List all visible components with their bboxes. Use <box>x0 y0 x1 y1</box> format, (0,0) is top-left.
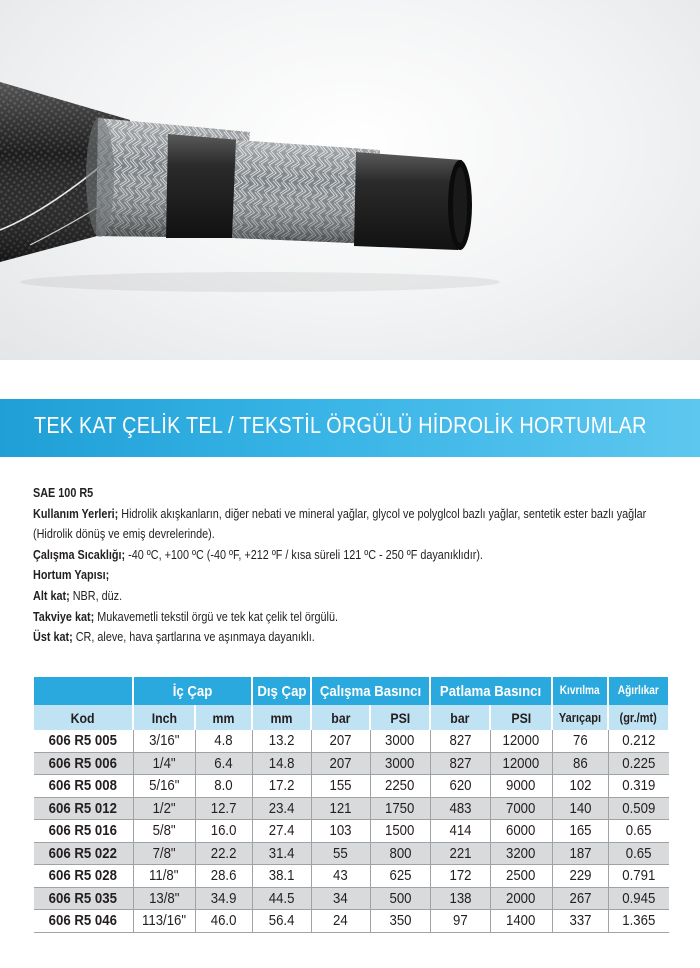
table-row <box>34 820 669 843</box>
hose-illustration <box>0 0 700 360</box>
cell-bend-radius: 337 <box>552 910 608 933</box>
cell-inner-mm: 8.0 <box>195 775 252 798</box>
header-mm-inner: mm <box>195 705 252 730</box>
cell-burst-psi: 6000 <box>490 820 552 843</box>
cell-inner-mm: 12.7 <box>195 797 252 820</box>
cell-inner-mm: 16.0 <box>195 820 252 843</box>
cell-outer-mm: 31.4 <box>252 842 311 865</box>
cell-outer-mm: 44.5 <box>252 887 311 910</box>
cell-inner-mm: 4.8 <box>195 730 252 752</box>
temperature-line <box>33 545 583 566</box>
cell-code: 606 R5 046 <box>34 910 133 933</box>
temperature-label: Çalışma Sıcaklığı; <box>33 547 126 562</box>
table-row <box>34 797 669 820</box>
cell-burst-bar: 97 <box>430 910 490 933</box>
cell-inch: 5/16" <box>133 775 195 798</box>
cell-working-bar: 43 <box>311 865 370 888</box>
reinforcement-text: Mukavemetli tekstil örgü ve tek kat çelik tel örgülü. <box>94 609 339 624</box>
cell-inner-mm: 6.4 <box>195 752 252 775</box>
inner-layer-text: NBR, düz. <box>69 588 123 603</box>
inner-layer-line <box>33 586 583 607</box>
cell-weight: 0.791 <box>608 865 669 888</box>
table-body <box>34 730 669 932</box>
cell-inch: 1/2" <box>133 797 195 820</box>
cell-working-psi: 3000 <box>370 730 430 752</box>
cell-code: 606 R5 005 <box>34 730 133 752</box>
cell-weight: 0.319 <box>608 775 669 798</box>
cell-burst-psi: 1400 <box>490 910 552 933</box>
cell-outer-mm: 38.1 <box>252 865 311 888</box>
cell-weight: 0.212 <box>608 730 669 752</box>
cell-code: 606 R5 016 <box>34 820 133 843</box>
cell-burst-bar: 221 <box>430 842 490 865</box>
cell-burst-psi: 3200 <box>490 842 552 865</box>
table-sub-header <box>34 705 669 730</box>
table-row <box>34 887 669 910</box>
cell-working-psi: 500 <box>370 887 430 910</box>
header-grmt: (gr./mt) <box>608 705 669 730</box>
cell-burst-bar: 414 <box>430 820 490 843</box>
cell-bend-radius: 187 <box>552 842 608 865</box>
table-row <box>34 865 669 888</box>
cell-weight: 1.365 <box>608 910 669 933</box>
reinforcement-line <box>33 607 583 628</box>
standard-label: SAE 100 R5 <box>33 486 94 500</box>
header-inch: Inch <box>133 705 195 730</box>
header-radius: Yarıçapı <box>552 705 608 730</box>
cell-inch: 3/16" <box>133 730 195 752</box>
header-empty <box>34 677 133 705</box>
cell-bend-radius: 86 <box>552 752 608 775</box>
cell-inner-mm: 34.9 <box>195 887 252 910</box>
cell-burst-bar: 172 <box>430 865 490 888</box>
cell-working-bar: 155 <box>311 775 370 798</box>
usage-text: Hidrolik akışkanların, diğer nebati ve mineral yağlar, glycol ve polyglcol bazlı yağlar, sentetik ester bazlı yağlar (Hidrolik dönüş ve emiş devrelerinde). <box>33 506 647 542</box>
cover-layer-text: CR, aleve, hava şartlarına ve aşınmaya dayanıklı. <box>72 630 315 645</box>
table-row <box>34 730 669 752</box>
header-inner-diameter: İç Çap <box>133 677 252 705</box>
reinforcement-label: Takviye kat; <box>33 609 95 624</box>
cell-burst-psi: 2000 <box>490 887 552 910</box>
cell-inner-mm: 46.0 <box>195 910 252 933</box>
header-code: Kod <box>34 705 133 730</box>
header-outer-diameter: Dış Çap <box>252 677 311 705</box>
header-psi-burst: PSI <box>490 705 552 730</box>
header-bar-burst: bar <box>430 705 490 730</box>
cell-code: 606 R5 008 <box>34 775 133 798</box>
page-title: TEK KAT ÇELİK TEL / TEKSTİL ÖRGÜLÜ HİDROLİK HORTUMLAR <box>34 412 647 438</box>
cell-inch: 113/16" <box>133 910 195 933</box>
cell-working-psi: 1500 <box>370 820 430 843</box>
cell-weight: 0.225 <box>608 752 669 775</box>
cell-working-bar: 24 <box>311 910 370 933</box>
cover-layer-label: Üst kat; <box>33 630 73 645</box>
cell-working-bar: 207 <box>311 730 370 752</box>
cell-burst-bar: 483 <box>430 797 490 820</box>
cell-inch: 5/8" <box>133 820 195 843</box>
cell-inch: 13/8" <box>133 887 195 910</box>
cell-bend-radius: 165 <box>552 820 608 843</box>
header-working-pressure: Çalışma Basıncı <box>311 677 430 705</box>
cell-bend-radius: 267 <box>552 887 608 910</box>
header-burst-pressure: Patlama Basıncı <box>430 677 552 705</box>
cell-working-psi: 1750 <box>370 797 430 820</box>
cell-working-bar: 103 <box>311 820 370 843</box>
cell-burst-psi: 7000 <box>490 797 552 820</box>
cell-burst-psi: 12000 <box>490 730 552 752</box>
cell-inner-mm: 28.6 <box>195 865 252 888</box>
title-banner <box>0 399 700 457</box>
header-bend: Kıvrılma <box>552 677 608 705</box>
cell-outer-mm: 17.2 <box>252 775 311 798</box>
cell-code: 606 R5 006 <box>34 752 133 775</box>
cell-burst-bar: 827 <box>430 752 490 775</box>
table-row <box>34 775 669 798</box>
cell-outer-mm: 13.2 <box>252 730 311 752</box>
table-row <box>34 910 669 933</box>
cell-working-bar: 207 <box>311 752 370 775</box>
cell-working-bar: 121 <box>311 797 370 820</box>
cell-working-psi: 2250 <box>370 775 430 798</box>
cell-inch: 7/8" <box>133 842 195 865</box>
table-group-header <box>34 677 669 705</box>
cell-burst-bar: 620 <box>430 775 490 798</box>
header-weight: Ağırlıkar <box>608 677 669 705</box>
cell-outer-mm: 14.8 <box>252 752 311 775</box>
cell-code: 606 R5 035 <box>34 887 133 910</box>
inner-layer-label: Alt kat; <box>33 588 70 603</box>
cell-weight: 0.65 <box>608 820 669 843</box>
cell-weight: 0.65 <box>608 842 669 865</box>
cell-bend-radius: 140 <box>552 797 608 820</box>
table-row <box>34 842 669 865</box>
cell-outer-mm: 23.4 <box>252 797 311 820</box>
cell-inner-mm: 22.2 <box>195 842 252 865</box>
header-psi-working: PSI <box>370 705 430 730</box>
cell-burst-bar: 827 <box>430 730 490 752</box>
cell-working-psi: 800 <box>370 842 430 865</box>
cell-bend-radius: 229 <box>552 865 608 888</box>
cell-inch: 1/4" <box>133 752 195 775</box>
product-image <box>0 0 700 360</box>
cell-bend-radius: 76 <box>552 730 608 752</box>
cell-bend-radius: 102 <box>552 775 608 798</box>
header-bar-working: bar <box>311 705 370 730</box>
temperature-text: -40 ºC, +100 ºC (-40 ºF, +212 ºF / kısa süreli 121 ºC - 250 ºF dayanıklıdır). <box>125 547 483 562</box>
cell-code: 606 R5 022 <box>34 842 133 865</box>
usage-paragraph <box>33 504 673 545</box>
cell-code: 606 R5 028 <box>34 865 133 888</box>
cell-working-psi: 350 <box>370 910 430 933</box>
cell-code: 606 R5 012 <box>34 797 133 820</box>
cell-outer-mm: 56.4 <box>252 910 311 933</box>
cell-burst-psi: 12000 <box>490 752 552 775</box>
cell-burst-psi: 9000 <box>490 775 552 798</box>
cell-working-bar: 55 <box>311 842 370 865</box>
header-mm-outer: mm <box>252 705 311 730</box>
cell-outer-mm: 27.4 <box>252 820 311 843</box>
cell-working-psi: 625 <box>370 865 430 888</box>
cell-working-bar: 34 <box>311 887 370 910</box>
usage-label: Kullanım Yerleri; <box>33 506 119 521</box>
specifications <box>33 483 673 648</box>
cell-burst-bar: 138 <box>430 887 490 910</box>
structure-label: Hortum Yapısı; <box>33 568 110 583</box>
cell-burst-psi: 2500 <box>490 865 552 888</box>
cell-weight: 0.945 <box>608 887 669 910</box>
hose-spec-table <box>34 677 670 933</box>
cell-working-psi: 3000 <box>370 752 430 775</box>
cell-weight: 0.509 <box>608 797 669 820</box>
cell-inch: 11/8" <box>133 865 195 888</box>
table-row <box>34 752 669 775</box>
cover-layer-line <box>33 627 583 648</box>
